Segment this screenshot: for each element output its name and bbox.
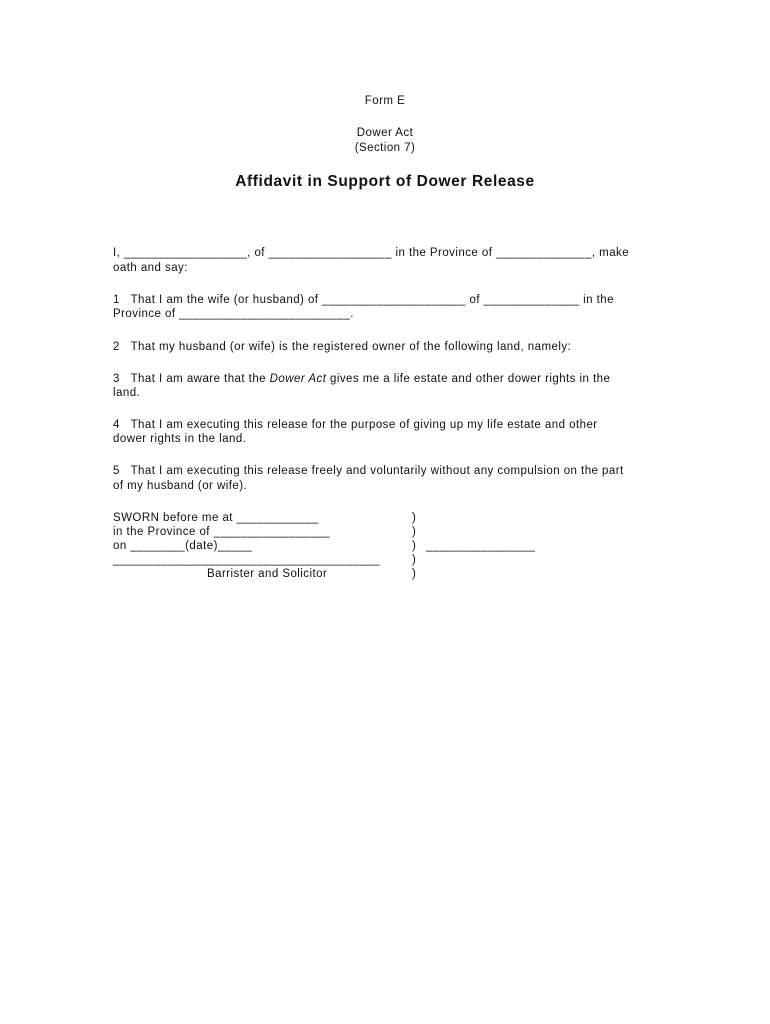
paragraph-1-line-2: Province of _________________________.: [113, 308, 354, 320]
paragraph-3-suffix: gives me a life estate and other dower rights in the: [326, 373, 611, 385]
commissioner-signature-line: _______________________________________: [113, 554, 380, 566]
intro-line-1: I, __________________, of __________________ in the Province of ______________, make: [113, 247, 630, 259]
act-section: (Section 7): [354, 142, 416, 154]
dower-act-italic: Dower Act: [269, 373, 327, 385]
paragraph-4-line-1: 4 That I am executing this release for the purpose of giving up my life estate and other: [113, 419, 598, 431]
act-name: Dower Act: [356, 127, 414, 139]
commissioner-title: Barrister and Solicitor: [207, 568, 328, 580]
paragraph-4-line-2: dower rights in the land.: [113, 433, 247, 445]
bracket-paren: ): [412, 526, 417, 538]
sworn-at-line: SWORN before me at ____________: [113, 512, 319, 524]
bracket-paren: ): [412, 512, 417, 524]
paragraph-1-line-1: 1 That I am the wife (or husband) of _____________________ of ______________ in the: [113, 294, 614, 306]
paragraph-5-line-1: 5 That I am executing this release freely and voluntarily without any compulsion on the part: [113, 465, 624, 477]
date-line: on ________(date)_____: [113, 540, 253, 552]
province-line: in the Province of _________________: [113, 526, 330, 538]
bracket-paren: ): [412, 540, 417, 552]
document-title: Affidavit in Support of Dower Release: [235, 173, 535, 190]
deponent-signature-line: ________________: [426, 540, 536, 552]
paragraph-5-line-2: of my husband (or wife).: [113, 480, 248, 492]
paragraph-3-line-1: [113, 372, 610, 386]
form-label: Form E: [364, 95, 406, 107]
bracket-paren: ): [412, 568, 417, 580]
paragraph-2: 2 That my husband (or wife) is the registered owner of the following land, namely:: [113, 341, 572, 353]
intro-line-2: oath and say:: [113, 262, 188, 274]
paragraph-3-prefix: 3 That I am aware that the: [113, 373, 270, 385]
paragraph-3-line-2: land.: [113, 387, 141, 399]
bracket-paren: ): [412, 554, 417, 566]
